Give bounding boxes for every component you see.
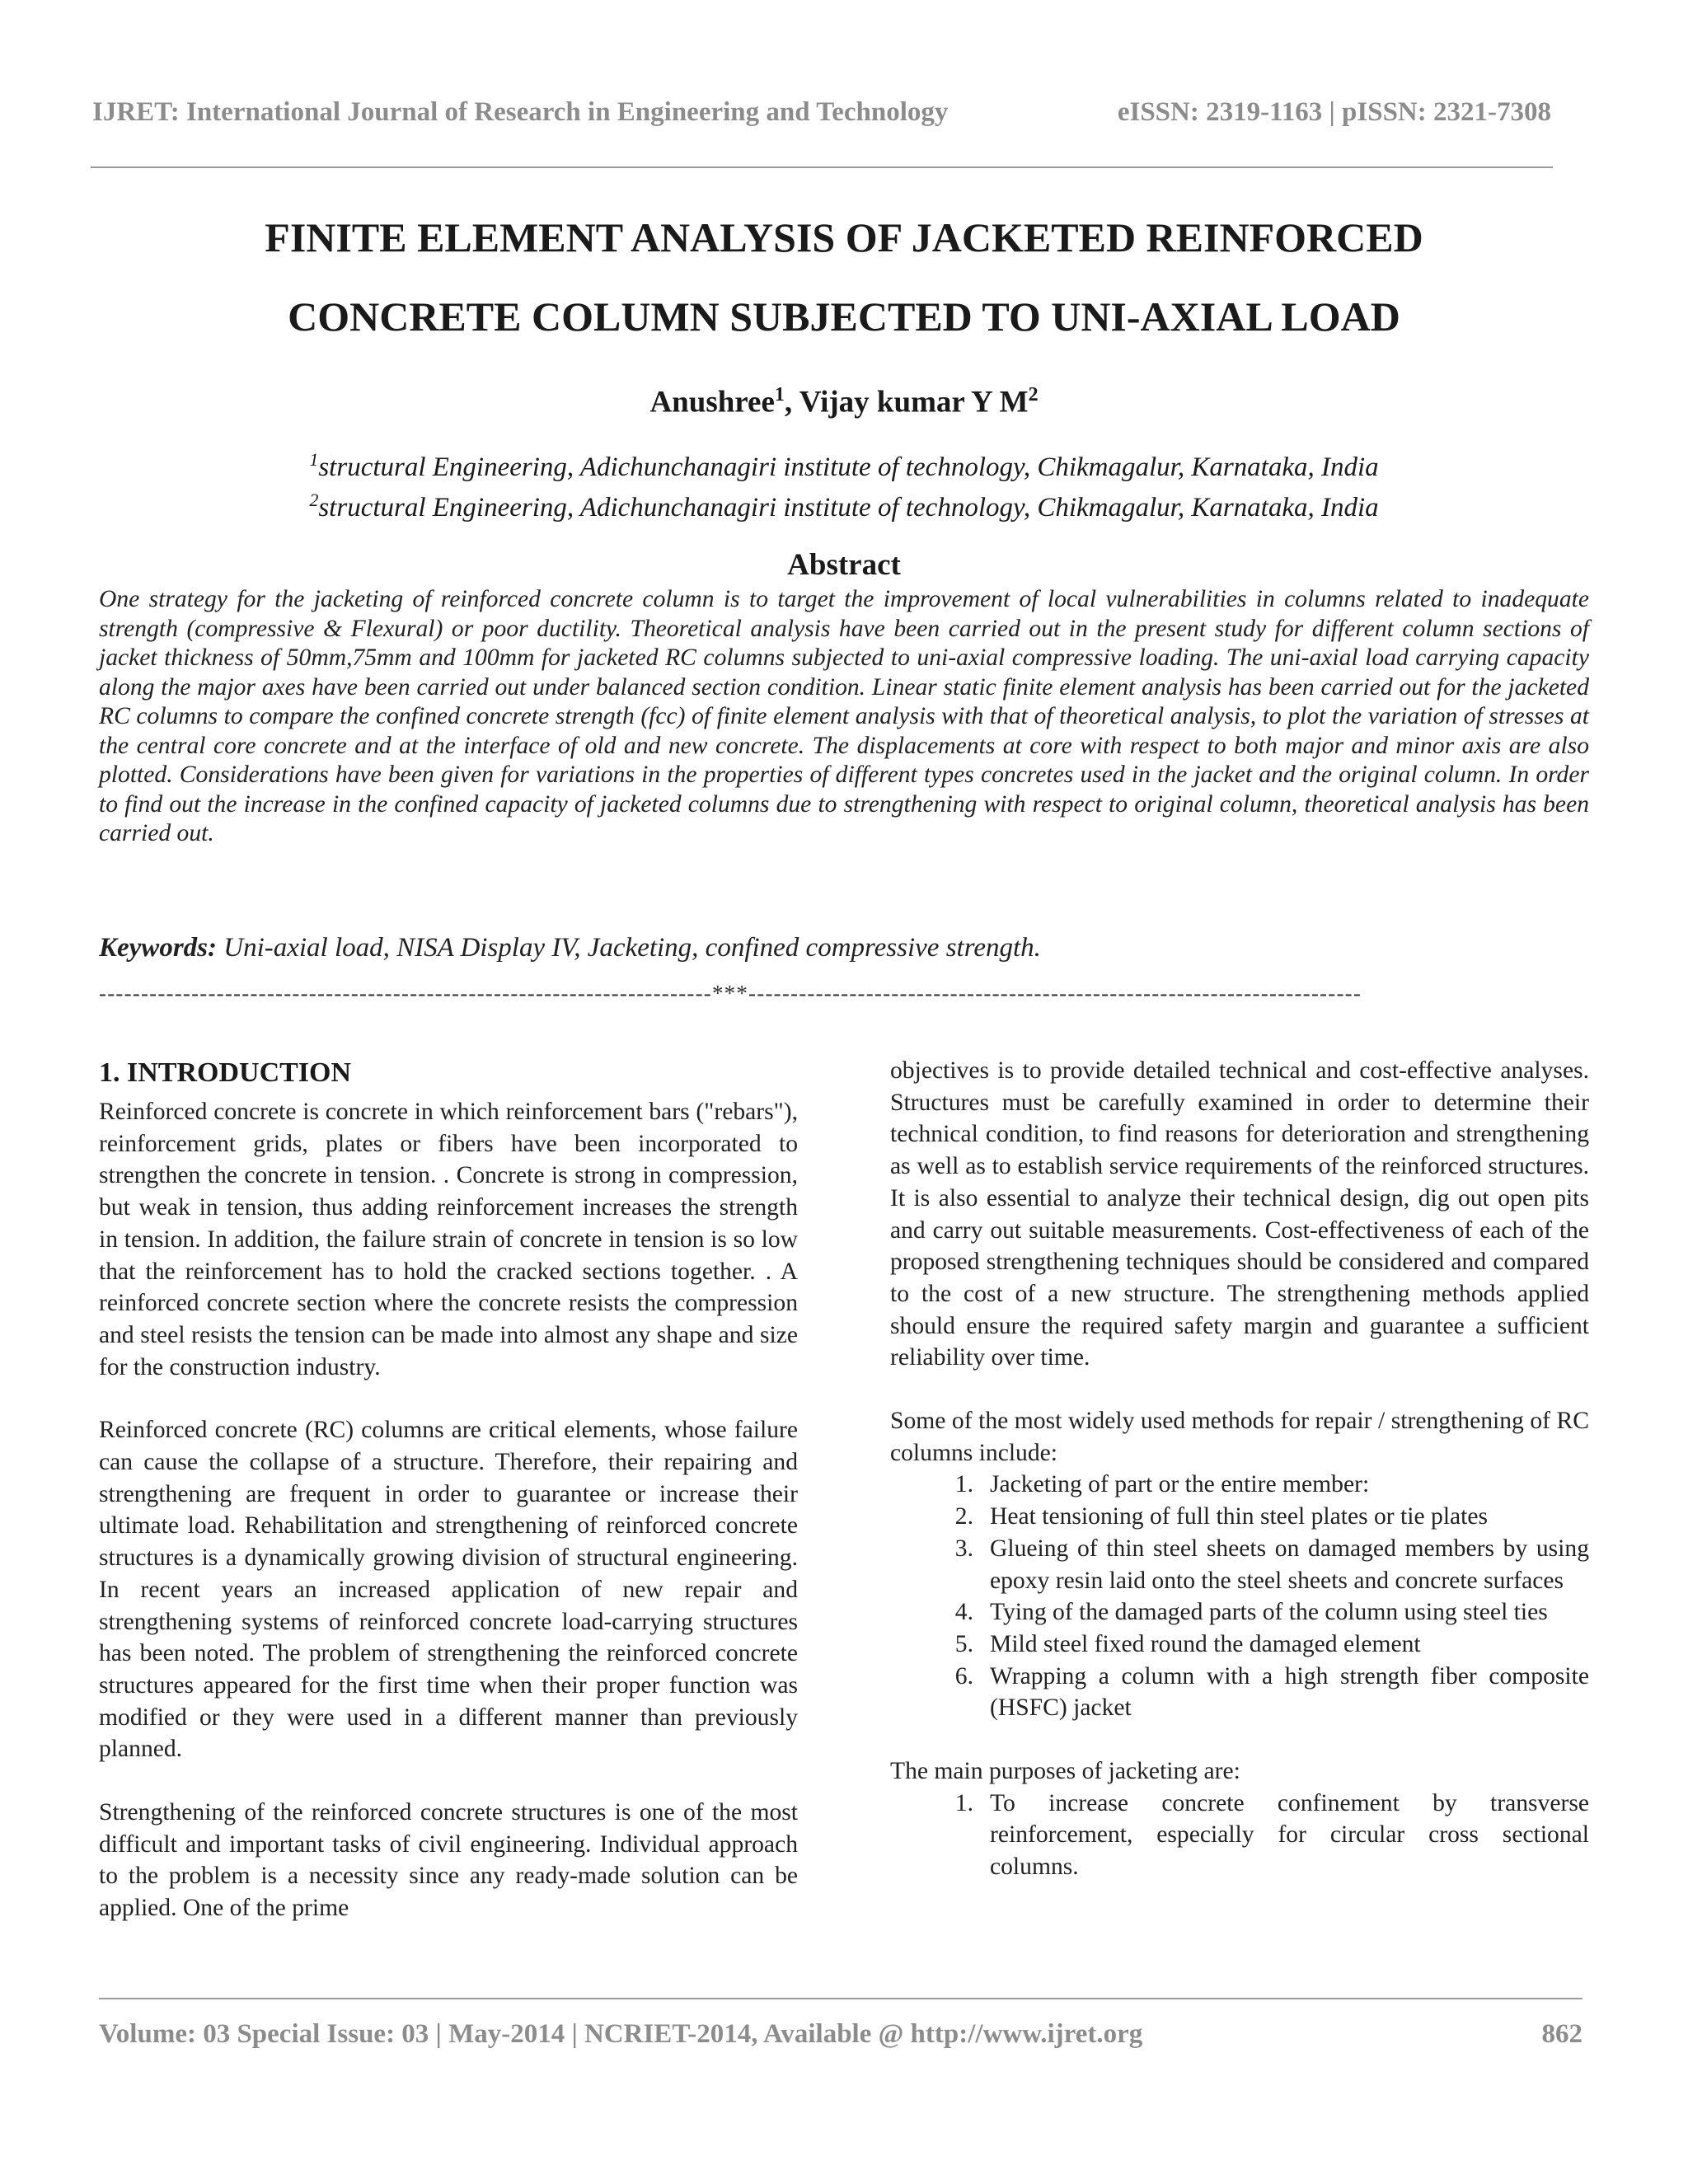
author-separator: , <box>784 385 799 419</box>
authors <box>99 384 1589 419</box>
header-rule <box>91 166 1553 168</box>
list-item-number: 1. <box>954 1789 973 1816</box>
list-item <box>890 1501 1589 1533</box>
keywords-text: Uni-axial load, NISA Display IV, Jacketing, confined compressive strength. <box>217 933 1041 963</box>
left-column <box>99 1055 798 1924</box>
title-line-1: FINITE ELEMENT ANALYSIS OF JACKETED REINFORCED <box>265 214 1423 260</box>
affiliation-2 <box>99 484 1589 524</box>
footer-rule <box>99 1998 1582 1999</box>
list-item-number: 4. <box>954 1599 973 1626</box>
methods-list <box>890 1469 1589 1724</box>
list-item-number: 6. <box>954 1662 973 1690</box>
affiliation-1-text: structural Engineering, Adichunchanagiri institute of technology, Chikmagalur, Karnataka, India <box>318 452 1379 482</box>
keywords-label: Keywords: <box>99 933 217 963</box>
author-2-mark: 2 <box>1028 384 1039 405</box>
intro-paragraph-2: Reinforced concrete (RC) columns are critical elements, whose failure can cause the collapse of a structure. Therefore, their repairing and strengthening are frequent in order to guarantee or increase their ultimate load. Rehabilitation and strengthening of reinforced concrete structures is a dynamically growing division of structural engineering. In recent years an increased application of new repair and strengthening systems of reinforced concrete load-carrying structures has been noted. The problem of strengthening the reinforced concrete structures appeared for the first time when their proper function was modified or they were used in a different manner than previously planned. <box>99 1417 798 1763</box>
list-item-text: Jacketing of part or the entire member: <box>990 1471 1370 1498</box>
list-item-text: Glueing of thin steel sheets on damaged members by using epoxy resin laid onto the steel sheets and concrete surfaces <box>990 1535 1589 1594</box>
right-paragraph-3: The main purposes of jacketing are: <box>890 1758 1240 1785</box>
list-item-number: 2. <box>954 1503 973 1530</box>
list-item-text: Tying of the damaged parts of the column using steel ties <box>990 1599 1548 1626</box>
intro-paragraph-3: Strengthening of the reinforced concrete structures is one of the most difficult and important tasks of civil engineering. Individual approach to the problem is a necessity since any ready-made solution can be applied. One of the prime <box>99 1799 798 1922</box>
abstract-text: One strategy for the jacketing of reinforced concrete column is to target the improvement of local vulnerabilities in columns related to inadequate strength (compressive & Flexural) or poor ductility. Theoretical analysis have been carried out in the present study for different column sections of jacket thickness of 50mm,75mm and 100mm for jacketed RC columns subjected to uni-axial compressive loading. The uni-axial load carrying capacity along the major axes have been carried out under balanced section condition. Linear static finite element analysis has been carried out for the jacketed RC columns to compare the confined concrete strength (fcc) of finite element analysis with that of theoretical analysis, to plot the variation of stresses at the central core concrete and at the interface of old and new concrete. The displacements at core with respect to both major and minor axis are also plotted. Considerations have been given for variations in the properties of different types concretes used in the jacket and the original column. In order to find out the increase in the confined capacity of jacketed columns due to strengthening with respect to original column, theoretical analysis has been carried out. <box>99 586 1589 846</box>
affiliation-1 <box>99 443 1589 484</box>
list-item-number: 5. <box>954 1630 973 1657</box>
list-item-text: Heat tensioning of full thin steel plates or tie plates <box>990 1503 1489 1530</box>
issn: eISSN: 2319-1163 | pISSN: 2321-7308 <box>1117 97 1551 127</box>
author-2: Vijay kumar Y M <box>799 385 1029 419</box>
list-item <box>890 1596 1589 1629</box>
list-item <box>890 1788 1589 1883</box>
intro-paragraph-1: Reinforced concrete is concrete in which reinforcement bars ("rebars"), reinforcement grids, plates or fibers have been incorporated to strengthen the concrete in tension. . Concrete is strong in compression, but weak in tension, thus adding reinforcement increases the strength in tension. In addition, the failure strain of concrete in tension is so low that the reinforcement has to hold the cracked sections together. . A reinforced concrete section where the concrete resists the compression and steel resists the tension can be made into almost any shape and size for the construction industry. <box>99 1099 798 1380</box>
purposes-list <box>890 1788 1589 1883</box>
affiliation-2-text: structural Engineering, Adichunchanagiri institute of technology, Chikmagalur, Karnataka, India <box>318 493 1379 523</box>
list-item <box>890 1629 1589 1661</box>
list-item <box>890 1661 1589 1724</box>
paper-title <box>99 198 1589 356</box>
keywords <box>99 933 1589 963</box>
running-header <box>92 97 1551 128</box>
footer-volume-info: Volume: 03 Special Issue: 03 | May-2014 | NCRIET-2014, Available @ http://www.ijret.org <box>99 2019 1143 2049</box>
title-line-2: CONCRETE COLUMN SUBJECTED TO UNI-AXIAL LOAD <box>288 293 1400 340</box>
list-item-number: 3. <box>954 1535 973 1562</box>
running-footer <box>99 2019 1582 2050</box>
section-heading-introduction: 1. INTRODUCTION <box>99 1057 352 1088</box>
right-paragraph-2: Some of the most widely used methods for repair / strengthening of RC columns include: <box>890 1408 1589 1466</box>
journal-name: IJRET: International Journal of Research in Engineering and Technology <box>92 97 949 127</box>
affiliation-2-mark: 2 <box>309 490 319 510</box>
list-item <box>890 1533 1589 1596</box>
list-item-text: Mild steel fixed round the damaged element <box>990 1630 1421 1657</box>
right-paragraph-1: objectives is to provide detailed technical and cost-effective analyses. Structures must be carefully examined in order to determine their technical condition, to find reasons for deterioration and strengthening as well as to establish service requirements of the reinforced structures. It is also essential to analyze their technical design, dig out open pits and carry out suitable measurements. Cost-effectiveness of each of the proposed strengthening techniques should be considered and compared to the cost of a new structure. The strengthening methods applied should ensure the required safety margin and guarantee a sufficient reliability over time. <box>890 1057 1589 1371</box>
list-item <box>890 1469 1589 1501</box>
affiliations <box>99 443 1589 524</box>
abstract-heading: Abstract <box>787 548 901 582</box>
author-1-mark: 1 <box>774 384 785 405</box>
list-item-text: Wrapping a column with a high strength fiber composite (HSFC) jacket <box>990 1662 1589 1722</box>
list-item-text: To increase concrete confinement by transverse reinforcement, especially for circular cross sectional columns. <box>990 1789 1589 1881</box>
affiliation-1-mark: 1 <box>309 449 319 470</box>
section-divider: -------------------------------------------------------------------------***------------------------------------------------------------------------- <box>99 981 1362 1005</box>
page-number: 862 <box>1541 2019 1582 2049</box>
list-item-number: 1. <box>954 1471 973 1498</box>
right-column <box>890 1055 1589 1915</box>
author-1: Anushree <box>649 385 775 419</box>
